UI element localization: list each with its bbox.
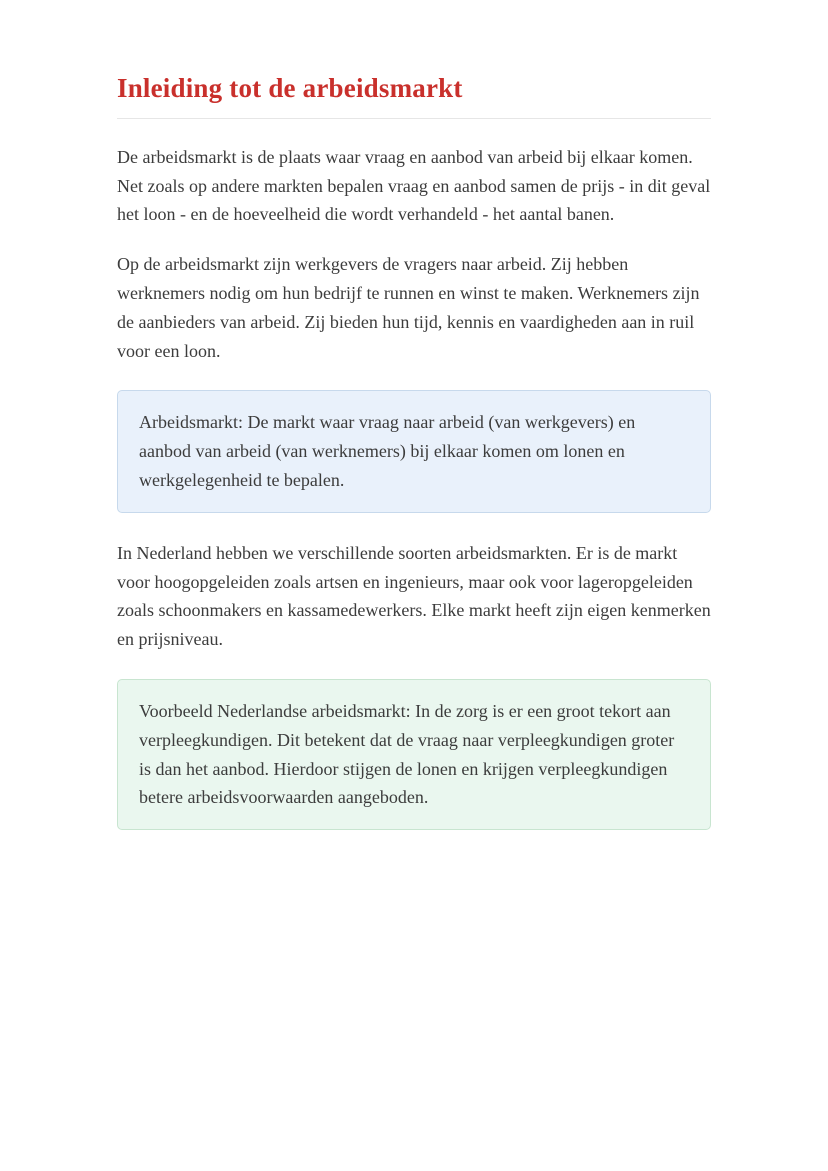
paragraph-werkgevers-werknemers: Op de arbeidsmarkt zijn werkgevers de vragers naar arbeid. Zij hebben werknemers nodig om hun bedrijf te runnen en winst te maken. Werknemers zijn de aanbieders van arbeid. Zij bieden hun tijd, kennis en vaardigheden aan in ruil voor een loon.	[117, 254, 700, 361]
definition-box-text: Arbeidsmarkt: De markt waar vraag naar arbeid (van werkgevers) en aanbod van arbeid (van werknemers) bij elkaar komen om lonen en werkgelegenheid te bepalen.	[139, 412, 636, 490]
definition-box-arbeidsmarkt	[117, 390, 711, 512]
paragraph-arbeidsmarkt-intro: De arbeidsmarkt is de plaats waar vraag en aanbod van arbeid bij elkaar komen. Net zoals op andere markten bepalen vraag en aanbod samen de prijs - in dit geval het loon - en de hoeveelheid die wordt verhandeld - het aantal banen.	[117, 146, 711, 225]
example-box-nederlandse-arbeidsmarkt	[117, 679, 711, 830]
example-box-text: Voorbeeld Nederlandse arbeidsmarkt: In de zorg is er een groot tekort aan verpleegkundigen. Dit betekent dat de vraag naar verpleegkundigen groter is dan het aanbod. Hierdoor stijgen de lonen en krijgen verpleegkundigen betere arbeidsvoorwaarden aangeboden.	[139, 700, 675, 808]
paragraph-soorten-arbeidsmarkten: In Nederland hebben we verschillende soorten arbeidsmarkten. Er is de markt voor hoogopgeleiden zoals artsen en ingenieurs, maar ook voor lageropgeleiden zoals schoonmakers en kassamedewerkers. Elke markt heeft zijn eigen kenmerken en prijsniveau.	[117, 542, 711, 650]
page-title: Inleiding tot de arbeidsmarkt	[117, 73, 463, 103]
title-divider	[117, 118, 711, 119]
article-page	[117, 0, 711, 830]
